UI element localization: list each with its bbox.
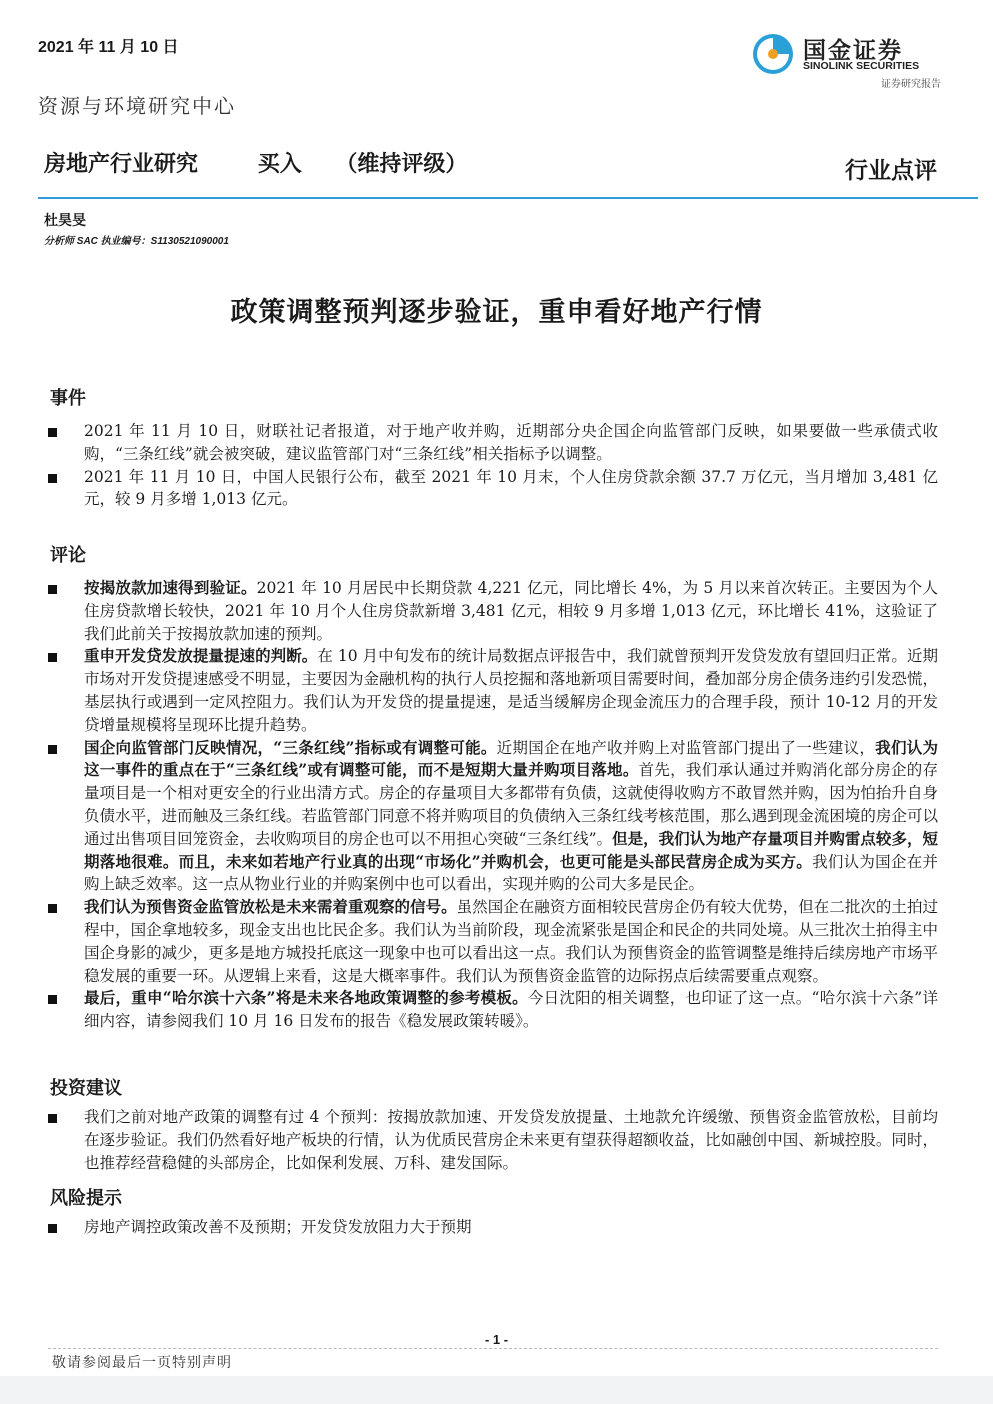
disclaimer-note: 敬请参阅最后一页特别声明 — [52, 1355, 232, 1371]
list-item — [48, 987, 938, 1033]
item-lead: 国企向监管部门反映情况，“三条红线”指标或有调整可能。 — [84, 737, 497, 757]
bullet-icon — [48, 995, 57, 1004]
bullet-icon — [48, 653, 57, 662]
sinolink-logo — [751, 30, 941, 92]
item-text: 近期国企在地产收并购上对监管部门提出了一些建议， — [496, 738, 876, 757]
risk-list — [48, 1216, 938, 1239]
rating: 买入 — [257, 151, 302, 177]
item-text: 在 10 月中旬发布的统计局数据点评报告中，我们就曾预判开发贷发放有望回归正常。近期市场对开发贷提速感受不明显，主要因为金融机构的执行人员挖掘和落地新项目需要时间，叠加部分房企债务违约引发恐慌，基层执行或遇到一定风控阻力。我们认为开发贷的提量提速，是适当缓解房企现金流压力的合理手段，预计 10-12 月的开发贷增量规模将呈现环比提升趋势。 — [84, 647, 938, 734]
advice-list — [48, 1106, 938, 1174]
bullet-icon — [48, 474, 57, 483]
list-item — [48, 737, 938, 897]
section-title-event: 事件 — [50, 388, 86, 409]
bullet-icon — [48, 745, 57, 754]
bullet-icon — [48, 1224, 57, 1233]
analyst-sac-id: 分析师 SAC 执业编号：S1130521090001 — [44, 236, 229, 247]
logo-subtitle: 证券研究报告 — [881, 79, 941, 90]
rating-note: （维持评级） — [335, 151, 468, 177]
item-lead: 按揭放款加速得到验证。 — [84, 578, 257, 597]
page-bottom-band — [0, 1376, 993, 1404]
item-lead: 最后，重申“哈尔滨十六条”将是未来各地政策调整的参考模板。 — [84, 988, 528, 1008]
sinolink-logo-icon — [751, 32, 795, 76]
report-title-line — [44, 147, 467, 178]
item-text: 虽然国企在融资方面相较民营房企仍有较大优势，但在二批次的土拍过程中，国企拿地较多，现金支出也比民企多。我们认为当前阶段，现金流紧张是国企和民企的共同处境。从三批次土拍得主中国企身影的减少，更多是地方城投托底这一现象中也可以看出这一点。我们认为预售资金的监管调整是维持后续房地产市场平稳发展的重要一环。从逻辑上来看，这是大概率事件。我们认为预售资金监管的边际拐点后续需要重点观察。 — [84, 898, 938, 985]
logo-name-cn: 国金证券 — [803, 38, 903, 64]
section-title-advice: 投资建议 — [50, 1078, 122, 1099]
logo-name-en: SINOLINK SECURITIES — [803, 60, 920, 72]
bullet-icon — [48, 585, 57, 594]
item-lead: 重申开发贷发放提量提速的判断。 — [84, 646, 318, 666]
item-text: 2021 年 11 月 10 日，财联社记者报道，对于地产收并购，近期部分央企国企向监管部门反映，如果要做一些承债式收购，“三条红线”就会被突破，建议监管部门对“三条红线”相关指标予以调整。 — [84, 422, 938, 463]
list-item — [48, 645, 938, 736]
bullet-icon — [48, 428, 57, 437]
event-list — [48, 420, 938, 511]
report-type: 行业点评 — [845, 157, 937, 184]
list-item — [48, 1216, 938, 1239]
item-text: 首先，我们承认通过并购消化部分房企的存量项目是一个相对更安全的行业出清方式。房企的存量项目大多都带有负债，这就使得收购方不敢冒然并购，因为怕抬升自身负债水平，进而触及三条红线。若监管部门同意不将并购项目的负债纳入三条红线考核范围，那么遇到现金流困境的房企可以通过出售项目回笼资金，去收购项目的房企也可以不用担心突破“三条红线”。 — [84, 761, 938, 848]
page-number: - 1 - — [484, 1332, 509, 1347]
footer-divider — [48, 1348, 938, 1349]
list-item — [48, 466, 938, 512]
item-text: 我们认为国企在并购上缺乏效率。这一点从物业行业的并购案例中也可以看出，实现并购的公司大多是民企。 — [84, 852, 938, 894]
item-text: 今日沈阳的相关调整，也印证了这一点。“哈尔滨十六条”详细内容，请参阅我们 10 月 16 日发布的报告《稳发展政策转暖》。 — [84, 989, 938, 1031]
item-text: 我们之前对地产政策的调整有过 4 个预判：按揭放款加速、开发贷发放提量、土地款允许缓缴、预售资金监管放松，目前均在逐步验证。我们仍然看好地产板块的行情，认为优质民营房企未来更有望获得超额收益，比如融创中国、新城控股。同时，也推荐经营稳健的头部房企，比如保利发展、万科、建发国际。 — [84, 1108, 938, 1172]
item-text: 房地产调控政策改善不及预期；开发贷发放阻力大于预期 — [84, 1218, 472, 1236]
section-title-risk: 风险提示 — [50, 1188, 122, 1209]
item-lead: 我们认为预售资金监管放松是未来需着重观察的信号。 — [84, 897, 457, 917]
comment-list — [48, 577, 938, 1033]
bullet-icon — [48, 1114, 57, 1123]
item-emphasis: 我们认为这一事件的重点在于“三条红线”或有调整可能，而不是短期大量并购项目落地。 — [84, 737, 938, 780]
header-divider — [38, 197, 978, 199]
item-emphasis: 但是，我们认为地产存量项目并购雷点较多，短期落地很难。而且，未来如若地产行业真的出现“市场化”并购机会，也更可能是头部民营房企成为买方。 — [84, 828, 938, 871]
headline: 政策调整预判逐步验证，重申看好地产行情 — [230, 297, 763, 328]
item-text: 2021 年 11 月 10 日，中国人民银行公布，截至 2021 年 10 月末，个人住房贷款余额 37.7 万亿元，当月增加 3,481 亿元，较 9 月多增 1,013 亿元。 — [84, 467, 938, 509]
list-item — [48, 577, 938, 645]
section-title-comment: 评论 — [50, 545, 86, 566]
list-item — [48, 1106, 938, 1174]
report-date: 2021 年 11 月 10 日 — [38, 39, 179, 56]
report-title: 房地产行业研究 — [44, 151, 199, 177]
list-item — [48, 896, 938, 987]
item-text: 2021 年 10 月居民中长期贷款 4,221 亿元，同比增长 4%，为 5 月以来首次转正。主要因为个人住房贷款增长较快，2021 年 10 月个人住房贷款新增 3,481 亿元，相较 9 月多增 1,013 亿元，环比增长 41%，这验证了我们此前关于按揭放款加速的预判。 — [84, 579, 938, 643]
bullet-icon — [48, 904, 57, 913]
list-item — [48, 420, 938, 466]
analyst-name: 杜昊旻 — [44, 213, 86, 229]
research-center-label: 资源与环境研究中心 — [38, 94, 236, 118]
